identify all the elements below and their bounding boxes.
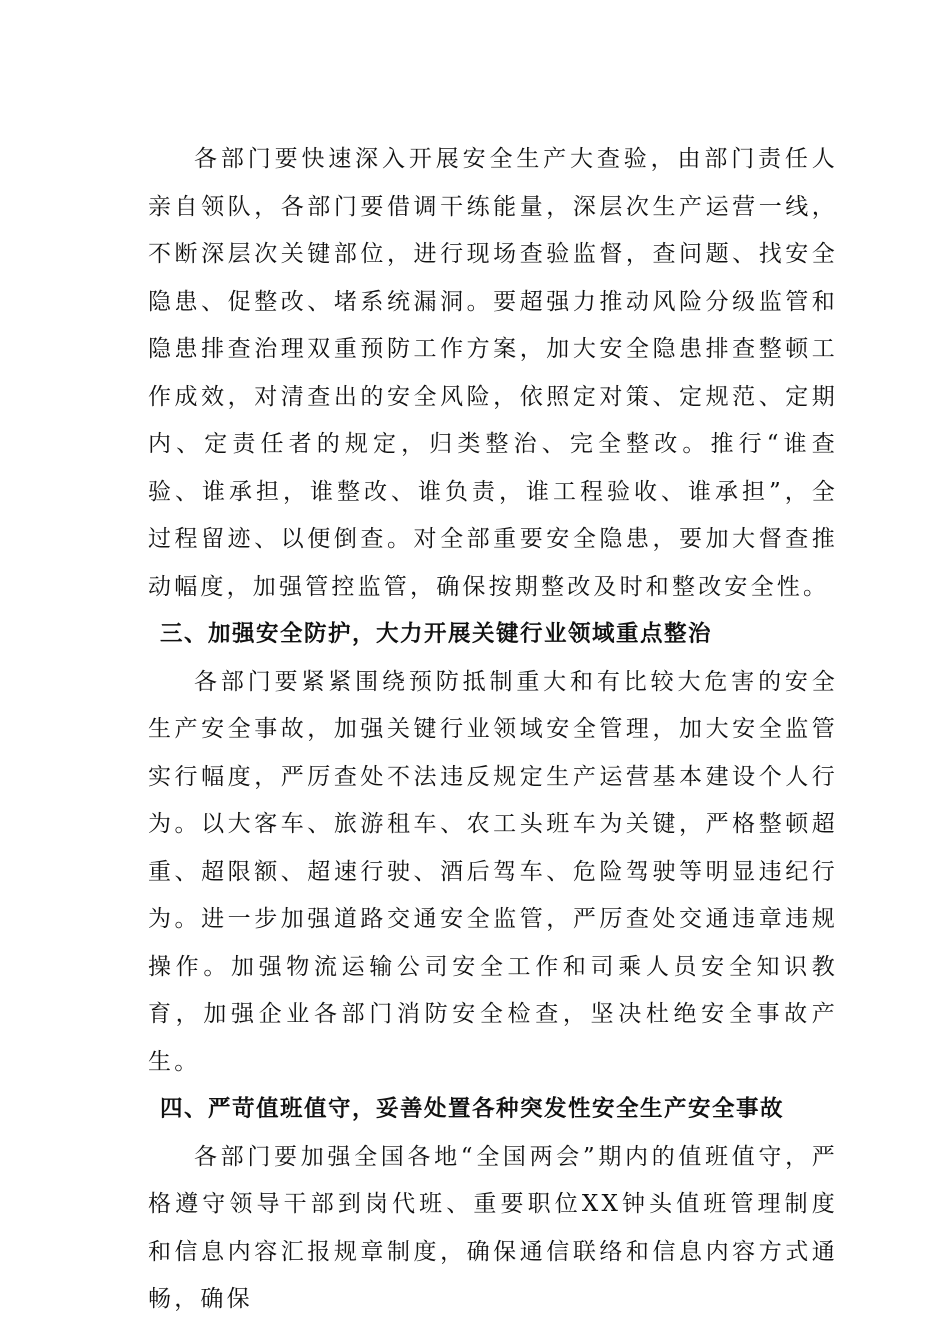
section-heading-3: 三、加强安全防护，大力开展关键行业领域重点整治	[160, 621, 713, 647]
paragraph-key-industries: 各部门要紧紧围绕预防抵制重大和有比较大危害的安全生产安全事故，加强关键行业领域安全管理，加大安全监管实行幅度，严厉查处不法违反规定生产运营基本建设个人行为。以大客车、旅游租车、农工头班车为关键，严格整顿超重、超限额、超速行驶、酒后驾车、危险驾驶等明显违纪行为。进一步加强道路交通安全监管，严厉查处交通违章违规操作。加强物流运输公司安全工作和司乘人员安全知识教育，加强企业各部门消防安全检查，坚决杜绝安全事故产生。	[148, 668, 838, 1075]
section-heading-4: 四、严苛值班值守，妥善处置各种突发性安全生产安全事故	[160, 1096, 785, 1122]
paragraph-duty: 各部门要加强全国各地“全国两会”期内的值班值守，严格遵守领导干部到岗代班、重要职位XX钟头值班管理制度和信息内容汇报规章制度，确保通信联络和信息内容方式通畅，确保	[148, 1143, 838, 1312]
document-body	[148, 136, 838, 1324]
paragraph-inspection: 各部门要快速深入开展安全生产大查验，由部门责任人亲自领队，各部门要借调干练能量，深层次生产运营一线，不断深层次关键部位，进行现场查验监督，查问题、找安全隐患、促整改、堵系统漏洞。要超强力推动风险分级监管和隐患排查治理双重预防工作方案，加大安全隐患排查整顿工作成效，对清查出的安全风险，依照定对策、定规范、定期内、定责任者的规定，归类整治、完全整改。推行“谁查验、谁承担，谁整改、谁负责，谁工程验收、谁承担”，全过程留迹、以便倒查。对全部重要安全隐患，要加大督查推动幅度，加强管控监管，确保按期整改及时和整改安全性。	[148, 146, 838, 600]
